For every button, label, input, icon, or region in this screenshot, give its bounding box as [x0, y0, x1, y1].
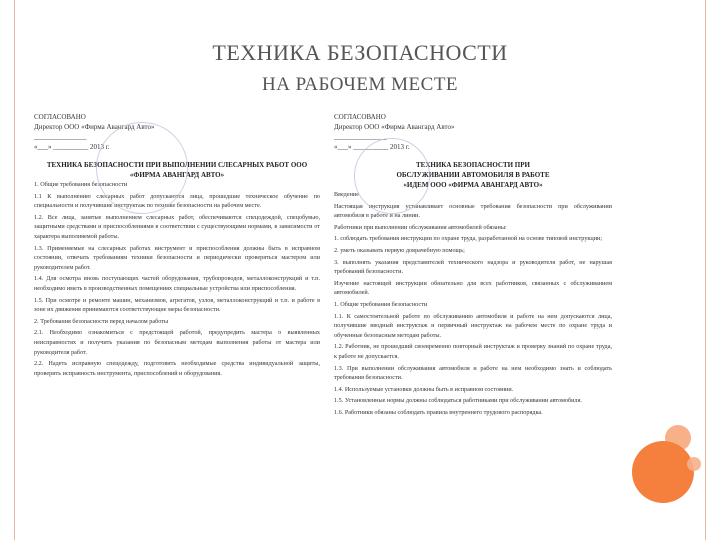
- document-paragraph: 1. соблюдать требования инструкции по охране труда, разработанной на основе типовой инструкции;: [334, 235, 603, 243]
- approval-line: «___» __________ 2013 г.: [34, 143, 110, 151]
- section-title: Введение: [334, 191, 359, 198]
- stamp-seal: [354, 138, 430, 214]
- document-paragraph: 2. уметь оказывать первую доврачебную помощь;: [334, 246, 465, 254]
- approval-line: СОГЛАСОВАНО: [34, 113, 86, 121]
- decorative-circle: [632, 441, 694, 503]
- document-paragraph: 1.4. Для осмотра вновь поступающих частей оборудования, трубопроводов, металлоконструкций и т.п. необходимо иметь в производственных помещениях специальные устройства или приспособления.: [34, 275, 320, 292]
- right-document: [334, 112, 612, 417]
- document-paragraph: 3. выполнять указания представителей технического надзора и руководителя работ, не нарушая требований безопасности.: [334, 258, 612, 276]
- heading-line: ТЕХНИКА БЕЗОПАСНОСТИ ПРИ: [416, 161, 530, 169]
- left-document: [34, 112, 320, 378]
- document-paragraph: 1.5. При осмотре и ремонте машин, механизмов, агрегатов, узлов, металлоконструкций и т.п. и работе в зоне их движения принимаются соответствующие меры безопасности.: [34, 296, 320, 314]
- heading-line: «ФИРМА АВАНГАРД АВТО»: [129, 171, 225, 179]
- approval-line: Директор ООО «Фирма Авангард Авто»: [34, 123, 155, 131]
- document-paragraph: 1.1 К выполнению слесарных работ допускаются лица, прошедшие техническое обучение по специальности и получившие инструктаж по технике безопасности на рабочем месте.: [34, 192, 320, 210]
- slide-title: ТЕХНИКА БЕЗОПАСНОСТИ: [212, 40, 508, 65]
- document-paragraph: 1.6. Работники обязаны соблюдать правила внутреннего трудового распорядка.: [334, 408, 543, 416]
- document-paragraph: 1.4. Используемые установки должны быть в исправном состоянии.: [334, 385, 514, 393]
- document-paragraph: 1.3. При выполнении обслуживания автомобиля и работе на нем необходимо знать и соблюдать требования безопасности.: [334, 364, 612, 382]
- document-paragraph: 1.2. Все лица, занятые выполнением слесарных работ, обеспечиваются спецодеждой, спецобувью, защитными средствами и приспособлениями в соответствии с существующими нормами, в зависимости от характера выполняемой работы.: [34, 213, 320, 240]
- document-paragraph: Настоящая инструкция устанавливает основные требования безопасности при обслуживании автомобиля в работе и на линии.: [334, 202, 612, 220]
- stamp-seal: [96, 122, 188, 214]
- heading-line: ТЕХНИКА БЕЗОПАСНОСТИ ПРИ ВЫПОЛНЕНИИ СЛЕСАРНЫХ РАБОТ ООО: [46, 161, 308, 169]
- decorative-circle: [687, 457, 701, 471]
- approval-line: СОГЛАСОВАНО: [334, 113, 386, 121]
- slide-subtitle: НА РАБОЧЕМ МЕСТЕ: [261, 74, 459, 95]
- document-paragraph: 1.3. Применяемые на слесарных работах инструмент и приспособления должны быть в исправном состоянии, отвечать требованиям техники безопасности и периодически проверяться мастером или руководителем работ.: [34, 244, 320, 271]
- document-paragraph: 1.2. Работник, не прошедший своевременно повторный инструктаж и проверку знаний по охране труда, к работе не допускается.: [334, 343, 612, 360]
- document-paragraph: 1.5. Установленные нормы должны соблюдаться работниками при обслуживании автомобиля.: [334, 397, 582, 405]
- section-title: 2. Требования безопасности перед началом работы: [34, 317, 169, 325]
- section-title: 1. Общие требования безопасности: [334, 300, 428, 308]
- approval-line: _______________: [334, 133, 387, 141]
- heading-line: ОБСЛУЖИВАНИИ АВТОМОБИЛЯ В РАБОТЕ: [396, 171, 550, 179]
- document-paragraph: 2.2. Надеть исправную спецодежду, подготовить необходимые средства индивидуальной защиты, проверить исправность инструмента, приспособлений и оборудования.: [34, 360, 320, 377]
- approval-line: Директор ООО «Фирма Авангард Авто»: [334, 123, 455, 131]
- approval-line: «___» __________ 2013 г.: [334, 143, 410, 151]
- document-paragraph: Изучение настоящей инструкции обязательно для всех работников, связанных с обслуживанием автомобилей.: [334, 279, 612, 297]
- approval-line: _______________: [34, 133, 87, 141]
- section-title: 1. Общие требования безопасности: [34, 181, 128, 188]
- document-paragraph: 1.1. К самостоятельной работе по обслуживанию автомобиля и работе на нем допускаются лица, получившие вводный инструктаж и первичный инструктаж на рабочем месте по охране труда и обученные безопасным методам работы.: [334, 312, 612, 339]
- document-paragraph: 2.1. Необходимо ознакомиться с предстоящей работой, предупредить мастера о выявленных неисправностях и получить указания по безопасным методам выполнения работы от мастера или руководителя работ.: [34, 329, 320, 356]
- document-paragraph: Работники при выполнении обслуживания автомобилей обязаны:: [334, 223, 507, 231]
- heading-line: «ИДЕМ ООО «ФИРМА АВАНГАРД АВТО»: [403, 181, 543, 189]
